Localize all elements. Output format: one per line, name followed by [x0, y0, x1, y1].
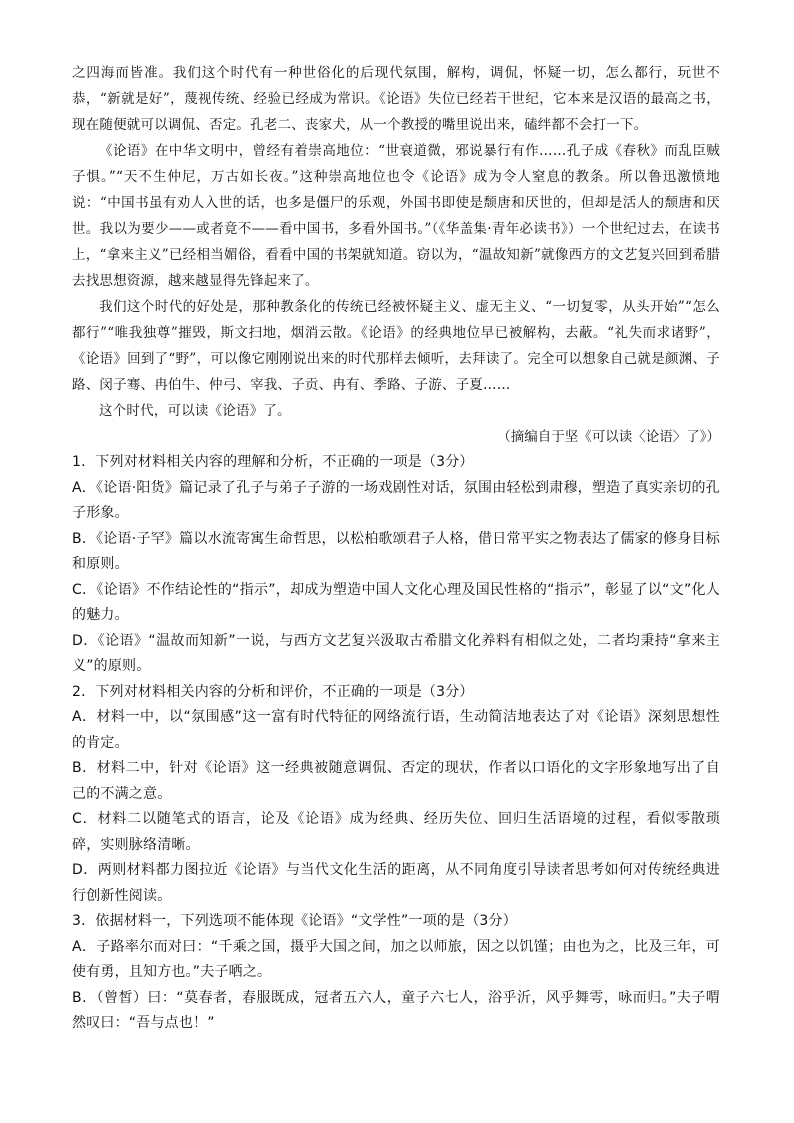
question-stem: 2．下列对材料相关内容的分析和评价，不正确的一项是（3分）	[72, 683, 474, 700]
option-a: A．材料一中，以“氛围感”这一富有时代特征的网络流行语，生动简洁地表达了对《论语》深刻思想性的肯定。	[72, 709, 720, 751]
question-stem: 1．下列对材料相关内容的理解和分析，不正确的一项是（3分）	[72, 454, 474, 470]
passage-paragraph-1: 之四海而皆准。我们这个时代有一种世俗化的后现代氛围，解构，调侃，怀疑一切，怎么都行，玩世不恭，“新就是好”，蔑视传统、经验已经成为常识。《论语》失位已经若干世纪，它本来是汉语的最高之书，现在随便就可以调侃、否定。孔老二、丧家犬，从一个教授的嘴里说出来，磕绊都不会打一下。	[72, 65, 720, 133]
exam-page	[72, 60, 720, 1037]
question-stem: 3．依据材料一，下列选项不能体现《论语》“文学性”一项的是（3分）	[72, 913, 517, 929]
option-b: B．《论语·子罕》篇以水流寄寓生命哲思，以松柏歌颂君子人格，借日常平实之物表达了儒家的修身目标和原则。	[72, 530, 720, 572]
passage-source: （摘编自于坚《可以读〈论语〉了》）	[497, 429, 720, 445]
question-list	[72, 450, 720, 1037]
option-c: C．材料二以随笔式的语言，论及《论语》成为经典、经历失位、回归生活语境的过程，看似零散琐碎，实则脉络清晰。	[72, 811, 720, 853]
option-c: C．《论语》不作结论性的“指示”，却成为塑造中国人文化心理及国民性格的“指示”，彰显了以“文”化人的魅力。	[72, 581, 720, 623]
option-a: A．子路率尔而对曰：“千乘之国，摄乎大国之间，加之以师旅，因之以饥馑；由也为之，比及三年，可使有勇，且知方也。”夫子哂之。	[72, 938, 720, 980]
option-d: D．两则材料都力图拉近《论语》与当代文化生活的距离，从不同角度引导读者思考如何对传统经典进行创新性阅读。	[72, 862, 720, 904]
passage-paragraph-3: 我们这个时代的好处是，那种教条化的传统已经被怀疑主义、虚无主义、“一切复零，从头开始”“怎么都行”“唯我独尊”摧毁，斯文扫地，烟消云散。《论语》的经典地位早已被解构，去蔽。“礼失而求诸野”，《论语》回到了“野”，可以像它刚刚说出来的时代那样去倾听，去拜读了。完全可以想象自己就是颜渊、子路、闵子骞、冉伯牛、仲弓、宰我、子贡、冉有、季路、子游、子夏……	[72, 299, 720, 393]
option-b: B．材料二中，针对《论语》这一经典被随意调侃、否定的现状，作者以口语化的文字形象地写出了自己的不满之意。	[72, 760, 720, 802]
passage-paragraph-2: 《论语》在中华文明中，曾经有着崇高地位：“世衰道微，邪说暴行有作……孔子成《春秋》而乱臣贼子惧。”“天不生仲尼，万古如长夜。”这种崇高地位也令《论语》成为令人窒息的教条。所以鲁迅激愤地说：“中国书虽有劝人入世的话，也多是僵尸的乐观，外国书即使是颓唐和厌世的，但却是活人的颓唐和厌世。我以为要少——或者竟不——看中国书，多看外国书。”（《华盖集·青年必读书》）一个世纪过去，在读书上，“拿来主义”已经相当媚俗，看看中国的书架就知道。窃以为，“温故知新”就像西方的文艺复兴回到希腊去找思想资源，越来越显得先锋起来了。	[72, 143, 720, 289]
option-d: D．《论语》“温故而知新”一说，与西方文艺复兴汲取古希腊文化养料有相似之处，二者均秉持“拿来主义”的原则。	[72, 632, 720, 674]
question-2	[72, 680, 720, 910]
reading-passage	[72, 60, 720, 424]
option-a: A．《论语·阳货》篇记录了孔子与弟子子游的一场戏剧性对话，氛围由轻松到肃穆，塑造了真实亲切的孔子形象。	[72, 479, 720, 521]
question-1	[72, 450, 720, 680]
question-3	[72, 909, 720, 1037]
option-b: B．（曾皙）曰：“莫春者，春服既成，冠者五六人，童子六七人，浴乎沂，风乎舞雩，咏而归。”夫子喟然叹曰：“吾与点也！”	[72, 989, 720, 1031]
passage-paragraph-4: 这个时代，可以读《论语》了。	[99, 403, 291, 419]
